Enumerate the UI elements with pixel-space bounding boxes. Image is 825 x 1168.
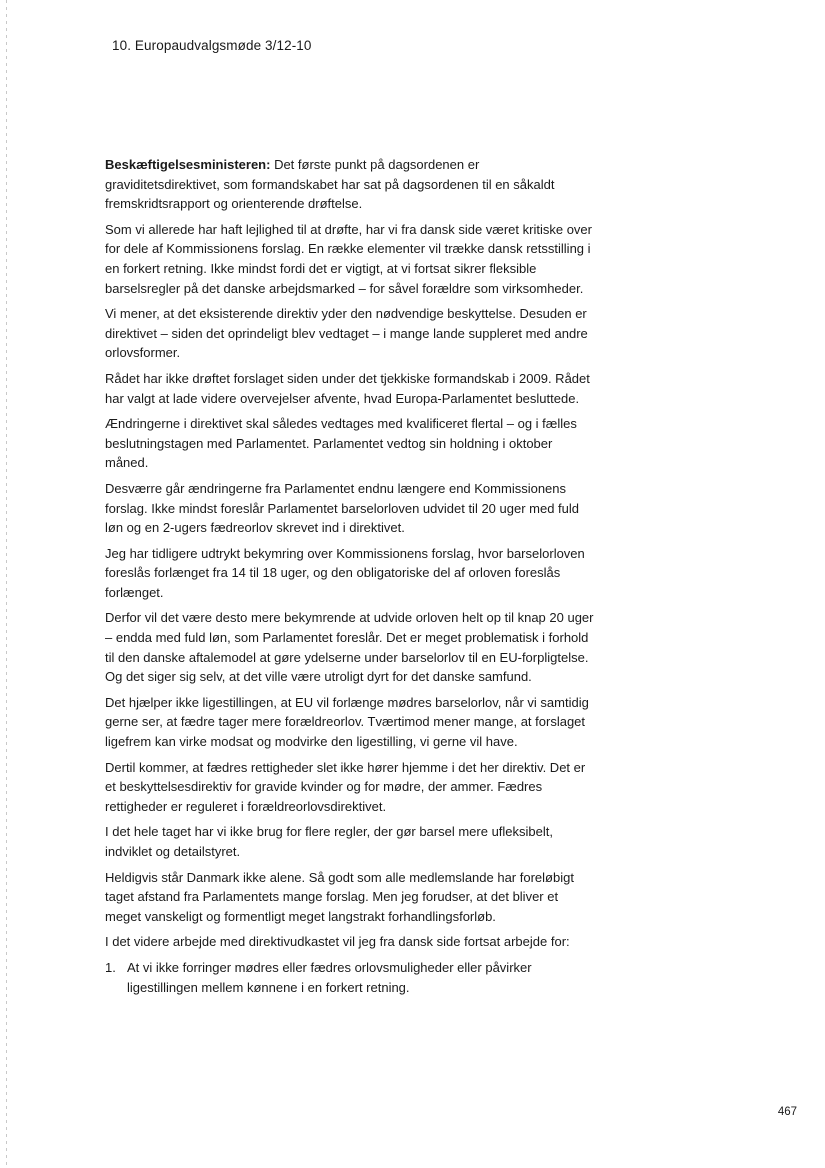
- paragraph: Som vi allerede har haft lejlighed til at drøfte, har vi fra dansk side været kritiske over for dele af Kommissionens forslag. En række elementer vil trække dansk retsstilling i en forkert retning. Ikke mindst fordi det er vigtigt, at vi fortsat sikrer fleksible barselsregler på det danske arbejdsmarked – for såvel forældre som virksomheder.: [105, 221, 592, 296]
- paragraph: Desværre går ændringerne fra Parlamentet endnu længere end Kommissionens forslag. Ikke mindst foreslår Parlamentet barselorloven udvidet til 20 uger med fuld løn og en 2-ugers fædreorlov skrevet ind i direktivet.: [105, 480, 580, 536]
- paragraph: Jeg har tidligere udtrykt bekymring over Kommissionens forslag, hvor barselorloven foreslås forlænget fra 14 til 18 uger, og den obligatoriske del af orloven foreslås forlænget.: [105, 545, 585, 600]
- list-number: 1.: [105, 959, 116, 975]
- paragraph: Derfor vil det være desto mere bekymrende at udvide orloven helt op til knap 20 uger – endda med fuld løn, som Parlamentet foreslår. Det er meget problematisk i forhold til den danske aftalemodel at gøre ydelserne under barselorlov til en EU-forpligtelse. Og det siger sig selv, at det ville være utroligt dyrt for det danske samfund.: [105, 610, 594, 685]
- paragraph: Det hjælper ikke ligestillingen, at EU vil forlænge mødres barselorlov, når vi samtidig gerne ser, at fædre tager mere forældreorlov. Tværtimod mener mange, at forslaget ligefrem kan virke modsat og modvirke den ligestilling, vi gerne vil have.: [105, 694, 589, 750]
- paragraph: Ændringerne i direktivet skal således vedtages med kvalificeret flertal – og i fælles beslutningstagen med Parlamentet. Parlamentet vedtog sin holdning i oktober måned.: [105, 416, 577, 471]
- opening-text: Det første punkt på dagsordenen er graviditetsdirektivet, som formandskabet har sat på dagsordenen til en såkaldt fremskridtsrapport og orienterende drøftelse.: [105, 157, 555, 212]
- paragraph: Dertil kommer, at fædres rettigheder slet ikke hører hjemme i det her direktiv. Det er et beskyttelsesdirektiv for gravide kvinder og for mødre, der ammer. Fædres rettigheder er reguleret i forældreorlovsdirektivet.: [105, 759, 586, 814]
- paragraph: Rådet har ikke drøftet forslaget siden under det tjekkiske formandskab i 2009. Rådet har valgt at lade videre overvejelser afvente, hvad Europa-Parlamentet besluttede.: [105, 370, 590, 406]
- opening-paragraph: [105, 155, 595, 214]
- speech-body: [105, 155, 595, 997]
- page-header: 10. Europaudvalgsmøde 3/12-10: [112, 38, 312, 53]
- paragraph: Vi mener, at det eksisterende direktiv yder den nødvendige beskyttelse. Desuden er direktivet – siden det oprindeligt blev vedtaget – i mange lande suppleret med andre orlovsformer.: [105, 306, 588, 361]
- list-item: [105, 958, 595, 997]
- list-text: At vi ikke forringer mødres eller fædres orlovsmuligheder eller påvirker ligestillingen mellem kønnene i en forkert retning.: [127, 959, 532, 995]
- speaker-name: Beskæftigelsesministeren:: [105, 157, 271, 172]
- paragraph: I det hele taget har vi ikke brug for flere regler, der gør barsel mere ufleksibelt, indviklet og detailstyret.: [105, 824, 553, 859]
- paragraph: I det videre arbejde med direktivudkastet vil jeg fra dansk side fortsat arbejde for:: [105, 934, 570, 950]
- page-number: 467: [777, 1106, 797, 1118]
- paragraph: Heldigvis står Danmark ikke alene. Så godt som alle medlemslande har foreløbigt taget afstand fra Parlamentets mange forslag. Men jeg forudser, at det bliver et meget vanskeligt og formentligt meget langstrakt forhandlingsforløb.: [105, 869, 574, 924]
- scan-edge-line: [6, 0, 7, 1168]
